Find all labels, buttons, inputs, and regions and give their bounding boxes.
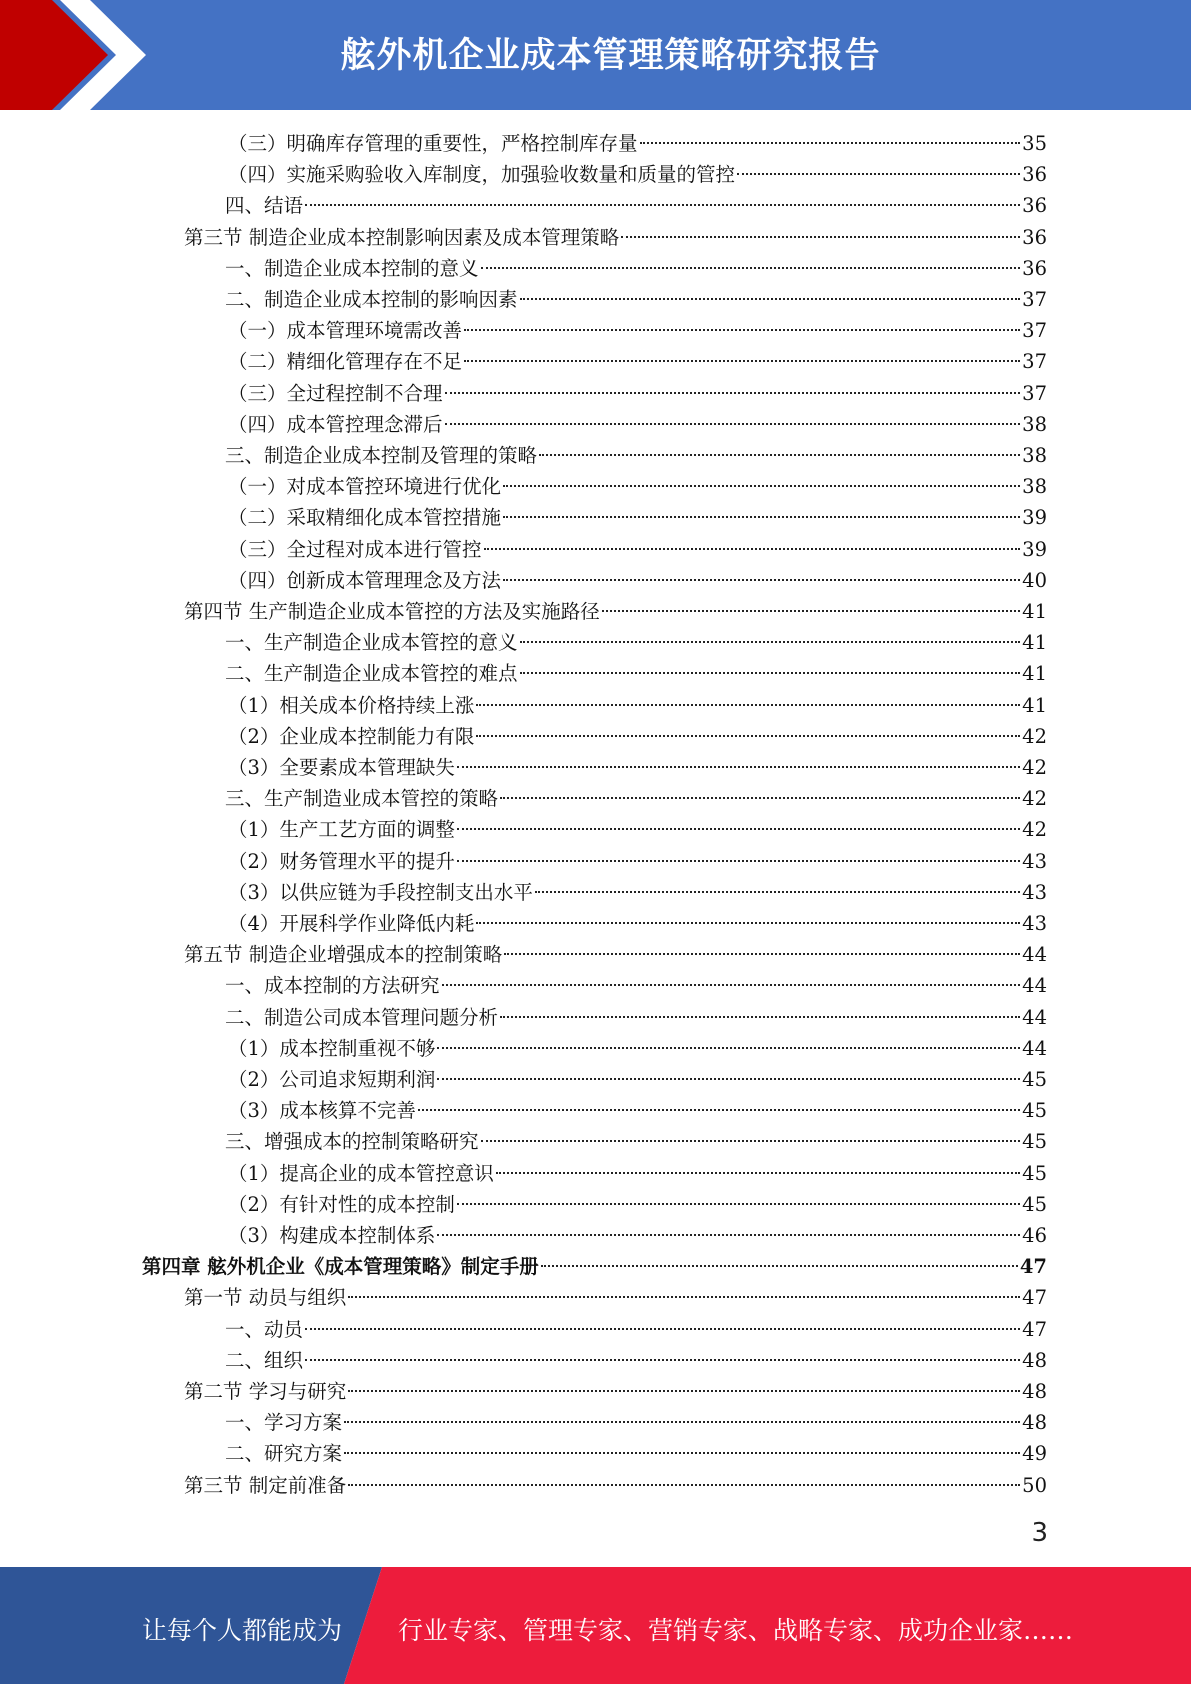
toc-entry[interactable] (228, 378, 1047, 409)
toc-entry-label: 二、制造公司成本管理问题分析 (225, 1005, 499, 1029)
toc-entry[interactable] (225, 1345, 1047, 1376)
toc-entry-page: 42 (1022, 724, 1047, 748)
toc-dot-leader (457, 860, 1020, 862)
toc-entry[interactable] (184, 222, 1047, 253)
toc-entry-label: 第四节 生产制造企业成本管控的方法及实施路径 (184, 600, 600, 623)
toc-entry-label: （四）创新成本管理理念及方法 (228, 568, 502, 592)
toc-dot-leader (535, 891, 1020, 893)
toc-entry[interactable] (228, 1064, 1047, 1095)
toc-dot-leader (464, 329, 1020, 331)
toc-entry-page: 45 (1022, 1161, 1047, 1185)
toc-entry-page: 46 (1022, 1224, 1047, 1247)
toc-entry-label: 二、制造企业成本控制的影响因素 (225, 288, 518, 311)
toc-dot-leader (520, 298, 1021, 300)
toc-entry-page: 42 (1022, 756, 1047, 779)
toc-entry-label: 三、制造企业成本控制及管理的策略 (225, 444, 538, 467)
toc-entry-page: 36 (1022, 225, 1047, 249)
toc-entry-page: 45 (1022, 1192, 1047, 1216)
toc-entry[interactable] (225, 1438, 1047, 1469)
toc-entry[interactable] (184, 1470, 1047, 1501)
page-header (0, 0, 1191, 110)
toc-entry[interactable] (228, 1189, 1047, 1220)
toc-dot-leader (503, 516, 1020, 518)
toc-entry-page: 37 (1022, 319, 1047, 343)
toc-chapter-entry[interactable] (142, 1251, 1047, 1282)
toc-entry-page: 43 (1022, 912, 1047, 935)
toc-entry-label: 二、组织 (225, 1348, 304, 1372)
toc-entry-label: 二、研究方案 (225, 1442, 343, 1466)
toc-entry-page: 37 (1022, 288, 1047, 311)
toc-entry-page: 44 (1022, 974, 1047, 998)
toc-entry-page: 36 (1022, 256, 1047, 280)
toc-entry-label: 一、动员 (225, 1317, 304, 1341)
toc-entry[interactable] (225, 1407, 1047, 1438)
toc-entry[interactable] (184, 596, 1047, 627)
toc-dot-leader (737, 173, 1020, 175)
toc-dot-leader (445, 423, 1021, 425)
toc-entry-label: 一、制造企业成本控制的意义 (225, 256, 479, 280)
toc-dot-leader (437, 1078, 1020, 1080)
footer-slogan-right: 行业专家、管理专家、营销专家、战略专家、成功企业家…… (398, 1616, 1074, 1645)
toc-dot-leader (464, 360, 1020, 362)
toc-entry-page: 40 (1022, 568, 1047, 592)
toc-entry-label: （2）公司追求短期利润 (228, 1068, 436, 1091)
toc-dot-leader (348, 1390, 1020, 1392)
toc-entry-page: 50 (1022, 1473, 1047, 1497)
toc-entry-page: 41 (1022, 662, 1047, 686)
toc-entry-label: 一、生产制造企业成本管控的意义 (225, 631, 518, 655)
toc-entry-label: （4）开展科学作业降低内耗 (228, 912, 475, 935)
toc-dot-leader (344, 1421, 1020, 1423)
toc-entry-label: （二）精细化管理存在不足 (228, 350, 463, 374)
toc-dot-leader (305, 204, 1020, 206)
toc-entry-page: 44 (1022, 943, 1047, 967)
toc-entry[interactable] (184, 939, 1047, 970)
toc-dot-leader (348, 1484, 1020, 1486)
toc-entry-label: （3）全要素成本管理缺失 (228, 756, 455, 779)
toc-entry-label: （1）生产工艺方面的调整 (228, 818, 455, 842)
toc-entry-page: 48 (1022, 1411, 1047, 1435)
toc-entry-label: （3）以供应链为手段控制支出水平 (228, 880, 533, 904)
report-title: 舷外机企业成本管理策略研究报告 (340, 36, 881, 76)
toc-entry-page: 35 (1022, 132, 1047, 155)
toc-entry-label: 四、结语 (225, 194, 304, 218)
toc-entry-label: （2）有针对性的成本控制 (228, 1192, 455, 1216)
toc-entry[interactable] (225, 253, 1047, 284)
toc-dot-leader (442, 984, 1021, 986)
toc-entry[interactable] (225, 783, 1047, 814)
toc-entry-label: （2）财务管理水平的提升 (228, 849, 455, 873)
toc-entry[interactable] (225, 1126, 1047, 1157)
toc-entry[interactable] (225, 970, 1047, 1001)
toc-entry[interactable] (225, 658, 1047, 689)
toc-entry[interactable] (228, 846, 1047, 877)
toc-entry-page: 38 (1022, 444, 1047, 467)
toc-dot-leader (457, 1203, 1020, 1205)
toc-dot-leader (539, 454, 1020, 456)
toc-dot-leader (305, 1328, 1020, 1330)
toc-entry-label: （二）采取精细化成本管控措施 (228, 506, 502, 530)
page-footer (0, 1567, 1191, 1684)
toc-dot-leader (602, 610, 1020, 612)
toc-entry-page: 47 (1019, 1255, 1047, 1279)
toc-dot-leader (481, 1140, 1021, 1142)
toc-dot-leader (496, 1172, 1020, 1174)
toc-entry-label: （1）相关成本价格持续上涨 (228, 693, 475, 717)
toc-dot-leader (344, 1452, 1020, 1454)
toc-entry-label: （3）构建成本控制体系 (228, 1224, 436, 1247)
toc-dot-leader (541, 1265, 1018, 1267)
toc-dot-leader (348, 1296, 1020, 1298)
toc-entry-label: （四）成本管控理念滞后 (228, 412, 443, 436)
toc-entry-label: 一、成本控制的方法研究 (225, 974, 440, 998)
toc-entry-page: 42 (1022, 818, 1047, 842)
toc-dot-leader (520, 641, 1021, 643)
toc-entry-page: 45 (1022, 1068, 1047, 1091)
toc-dot-leader (476, 735, 1020, 737)
toc-entry-page: 45 (1022, 1099, 1047, 1123)
toc-entry[interactable] (228, 315, 1047, 346)
toc-dot-leader (437, 1234, 1020, 1236)
toc-dot-leader (484, 548, 1021, 550)
toc-entry-label: （四）实施采购验收入库制度，加强验收数量和质量的管控 (228, 163, 736, 187)
toc-entry[interactable] (228, 565, 1047, 596)
toc-entry[interactable] (225, 1314, 1047, 1345)
toc-entry[interactable] (184, 1282, 1047, 1313)
toc-entry-page: 47 (1022, 1286, 1047, 1310)
toc-entry-page: 42 (1022, 787, 1047, 811)
toc-entry-page: 36 (1022, 194, 1047, 218)
toc-entry[interactable] (228, 502, 1047, 533)
toc-entry[interactable] (228, 1158, 1047, 1189)
toc-entry-label: （3）成本核算不完善 (228, 1099, 416, 1123)
toc-entry-label: 第二节 学习与研究 (184, 1380, 347, 1403)
toc-entry-label: 二、生产制造企业成本管控的难点 (225, 662, 518, 686)
toc-entry-label: （2）企业成本控制能力有限 (228, 724, 475, 748)
toc-entry[interactable] (228, 721, 1047, 752)
toc-dot-leader (504, 953, 1020, 955)
toc-dot-leader (418, 1109, 1020, 1111)
toc-entry-page: 38 (1022, 412, 1047, 436)
toc-entry-label: （三）全过程对成本进行管控 (228, 537, 482, 561)
toc-dot-leader (457, 828, 1020, 830)
toc-entry[interactable] (225, 440, 1047, 471)
toc-entry-label: 第三节 制造企业成本控制影响因素及成本管理策略 (184, 225, 620, 249)
toc-dot-leader (437, 1047, 1020, 1049)
toc-entry[interactable] (225, 284, 1047, 315)
toc-entry-label: （一）对成本管控环境进行优化 (228, 475, 502, 499)
toc-entry[interactable] (228, 1033, 1047, 1064)
toc-dot-leader (476, 704, 1020, 706)
toc-entry[interactable] (228, 877, 1047, 908)
toc-entry-label: （1）提高企业的成本管控意识 (228, 1161, 494, 1185)
toc-dot-leader (305, 1359, 1020, 1361)
toc-dot-leader (503, 579, 1020, 581)
toc-entry[interactable] (228, 471, 1047, 502)
toc-entry-page: 37 (1022, 381, 1047, 405)
toc-dot-leader (503, 485, 1020, 487)
toc-entry[interactable] (228, 690, 1047, 721)
toc-entry-label: 第三节 制定前准备 (184, 1473, 347, 1497)
toc-dot-leader (457, 766, 1020, 768)
toc-entry-page: 49 (1022, 1442, 1047, 1466)
toc-entry[interactable] (228, 346, 1047, 377)
footer-slogan-left: 让每个人都能成为 (142, 1616, 343, 1645)
toc-entry-page: 48 (1022, 1348, 1047, 1372)
toc-entry-label: 一、学习方案 (225, 1411, 343, 1435)
toc-entry-label: 三、生产制造业成本管控的策略 (225, 787, 499, 811)
toc-entry-page: 44 (1022, 1036, 1047, 1060)
toc-entry[interactable] (228, 1095, 1047, 1126)
toc-entry[interactable] (228, 534, 1047, 565)
toc-entry[interactable] (228, 409, 1047, 440)
toc-entry[interactable] (225, 190, 1047, 221)
toc-entry[interactable] (228, 908, 1047, 939)
toc-entry-page: 39 (1022, 506, 1047, 530)
toc-dot-leader (481, 267, 1021, 269)
toc-entry-page: 38 (1022, 475, 1047, 499)
toc-entry[interactable] (228, 814, 1047, 845)
toc-entry-page: 43 (1022, 880, 1047, 904)
toc-entry-label: 第四章 舷外机企业《成本管理策略》制定手册 (142, 1255, 539, 1279)
toc-dot-leader (500, 797, 1020, 799)
toc-entry-page: 37 (1022, 350, 1047, 374)
toc-entry-page: 41 (1022, 631, 1047, 655)
toc-entry-label: （三）全过程控制不合理 (228, 381, 443, 405)
toc-dot-leader (621, 236, 1020, 238)
toc-entry[interactable] (225, 1002, 1047, 1033)
toc-entry-page: 43 (1022, 849, 1047, 873)
toc-entry[interactable] (228, 1220, 1047, 1251)
toc-entry[interactable] (228, 752, 1047, 783)
toc-entry-label: 三、增强成本的控制策略研究 (225, 1130, 479, 1154)
toc-entry-page: 41 (1022, 693, 1047, 717)
toc-entry[interactable] (184, 1376, 1047, 1407)
toc-dot-leader (500, 1016, 1020, 1018)
toc-dot-leader (640, 142, 1021, 144)
toc-entry[interactable] (225, 627, 1047, 658)
toc-entry-label: 第一节 动员与组织 (184, 1286, 347, 1310)
toc-entry-page: 47 (1022, 1317, 1047, 1341)
toc-entry-page: 41 (1022, 600, 1047, 623)
toc-entry-page: 45 (1022, 1130, 1047, 1154)
toc-entry-label: （三）明确库存管理的重要性，严格控制库存量 (228, 132, 638, 155)
toc-dot-leader (476, 922, 1020, 924)
toc-entry-page: 48 (1022, 1380, 1047, 1403)
toc-entry[interactable] (228, 128, 1047, 159)
toc-entry-page: 36 (1022, 163, 1047, 187)
toc-entry-label: 第五节 制造企业增强成本的控制策略 (184, 943, 503, 967)
toc-entry-label: （1）成本控制重视不够 (228, 1036, 436, 1060)
toc-dot-leader (445, 392, 1021, 394)
toc-entry-page: 39 (1022, 537, 1047, 561)
toc-dot-leader (520, 672, 1021, 674)
toc-entry[interactable] (228, 159, 1047, 190)
page-number: 3 (1031, 1518, 1048, 1548)
toc-entry-label: （一）成本管理环境需改善 (228, 319, 463, 343)
toc-entry-page: 44 (1022, 1005, 1047, 1029)
